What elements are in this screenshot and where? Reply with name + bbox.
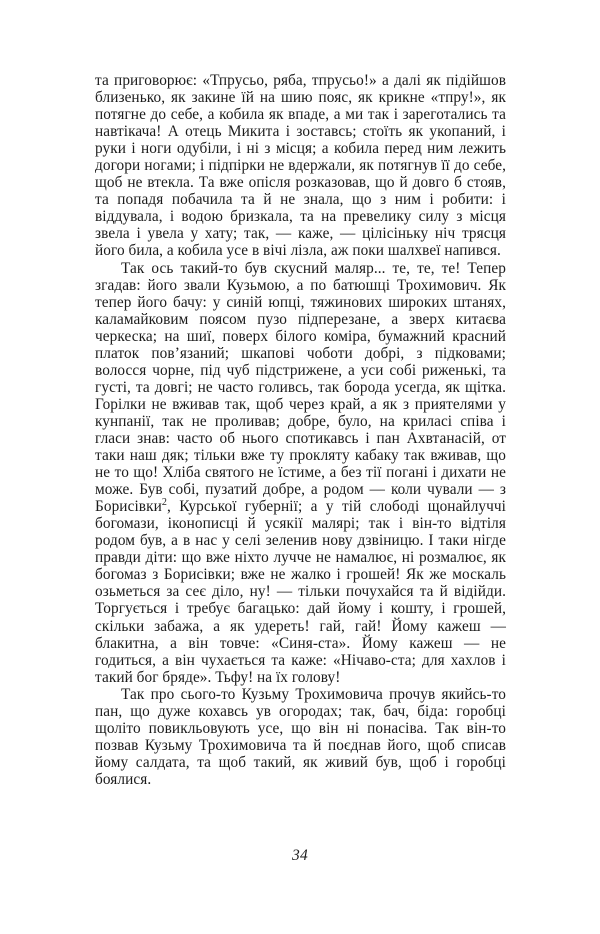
page-text-block <box>95 72 506 788</box>
paragraph-2-part-b: , Курської губернії; а у тій слободі щонайлуччі богомази, іконописці й усякії малярі; так і він-то відтіля родом був, а в нас у селі зеленив нову дзвіницю. І таки нігде правди діти: що вже ніхто лучче не намалює, ні розмалює, як богомаз з Борисівки; вже не жалко і грошей! Як же москаль озьметься за сеє діло, ну! — тільки почухайся та й відійди. Торгується і требує багацько: дай йому і кошту, і грошей, скільки забажа, а як удереть! гай, гай! Йому кажеш — блакитна, а він товче: «Синя-ста». Йому кажеш — не годиться, а він чухається та каже: «Нічаво-ста; для хахлов і такий бог бряде». Тьфу! на їх голову! <box>95 498 506 686</box>
paragraph-2-part-a: Так ось такий-то був скусний маляр... те, те, те! Тепер згадав: його звали Кузьмою, а по батюшці Трохимович. Як тепер його бачу: у синій юпці, тяжинових широких штанях, каламайковим поясом пузо підперезане, а зверх китаєва черкеска; на шиї, поверх білого коміра, бумажний красний платок пов’язаний; шкапові чоботи добрі, з підковами; волосся чорне, під чуб підстрижене, а уси собі риженькі, та густі, та довгі; не часто голивсь, так борода усегда, як щітка. Горілки не вживав так, щоб через край, а як з приятелями у кунпанії, так не проливав; добре, було, на криласі співа і гласи знав: часто об нього спотикавсь і пан Ахвтанасій, от таки наш дяк; тільки вже ту прокляту кабаку так вживав, що не то що! Хліба святого не їстиме, а без тії погані і дихати не може. Був собі, пузатий добре, а родом — коли чували — з Борисівки <box>95 259 506 516</box>
page-number: 34 <box>291 847 309 864</box>
paragraph-3: Так про сього-то Кузьму Трохимовича прочув якийсь-то пан, що дуже кохавсь ув огородах; так, бач, біда: горобці щоліто повикльовують усе, що він ні понасіва. Так він-то позвав Кузьму Трохимовича та й поєднав його, щоб списав йому салдата, та щоб такий, як живий був, щоб і горобці боялися. <box>95 685 506 788</box>
footnote-reference-marker[interactable]: 2 <box>161 497 167 509</box>
paragraph-1: та приговорює: «Тпрусьо, ряба, тпрусьо!» а далі як підійшов близенько, як закине їй на шию пояс, як крикне «тпру!», як потягне до себе, а кобила як впаде, а ми так і зареготались та навтікача! А отець Микита і зоставсь; стоїть як укопаний, і руки і ноги одубіли, і ні з місця; а кобила перед ним лежить догори ногами; і підпірки не вдержали, як потягнув її до себе, щоб не втекла. Та вже опісля розказовав, що й довго б стояв, та попадя побачила та й не знала, що з ним і робити: і віддувала, і водою бризкала, та на превелику силу з місця звела і увела у хату; так, — каже, — цілісіньку ніч трясця його била, а кобила усе в вічі лізла, аж поки шалхвеї напився. <box>95 72 506 260</box>
paragraph-2 <box>95 260 506 686</box>
